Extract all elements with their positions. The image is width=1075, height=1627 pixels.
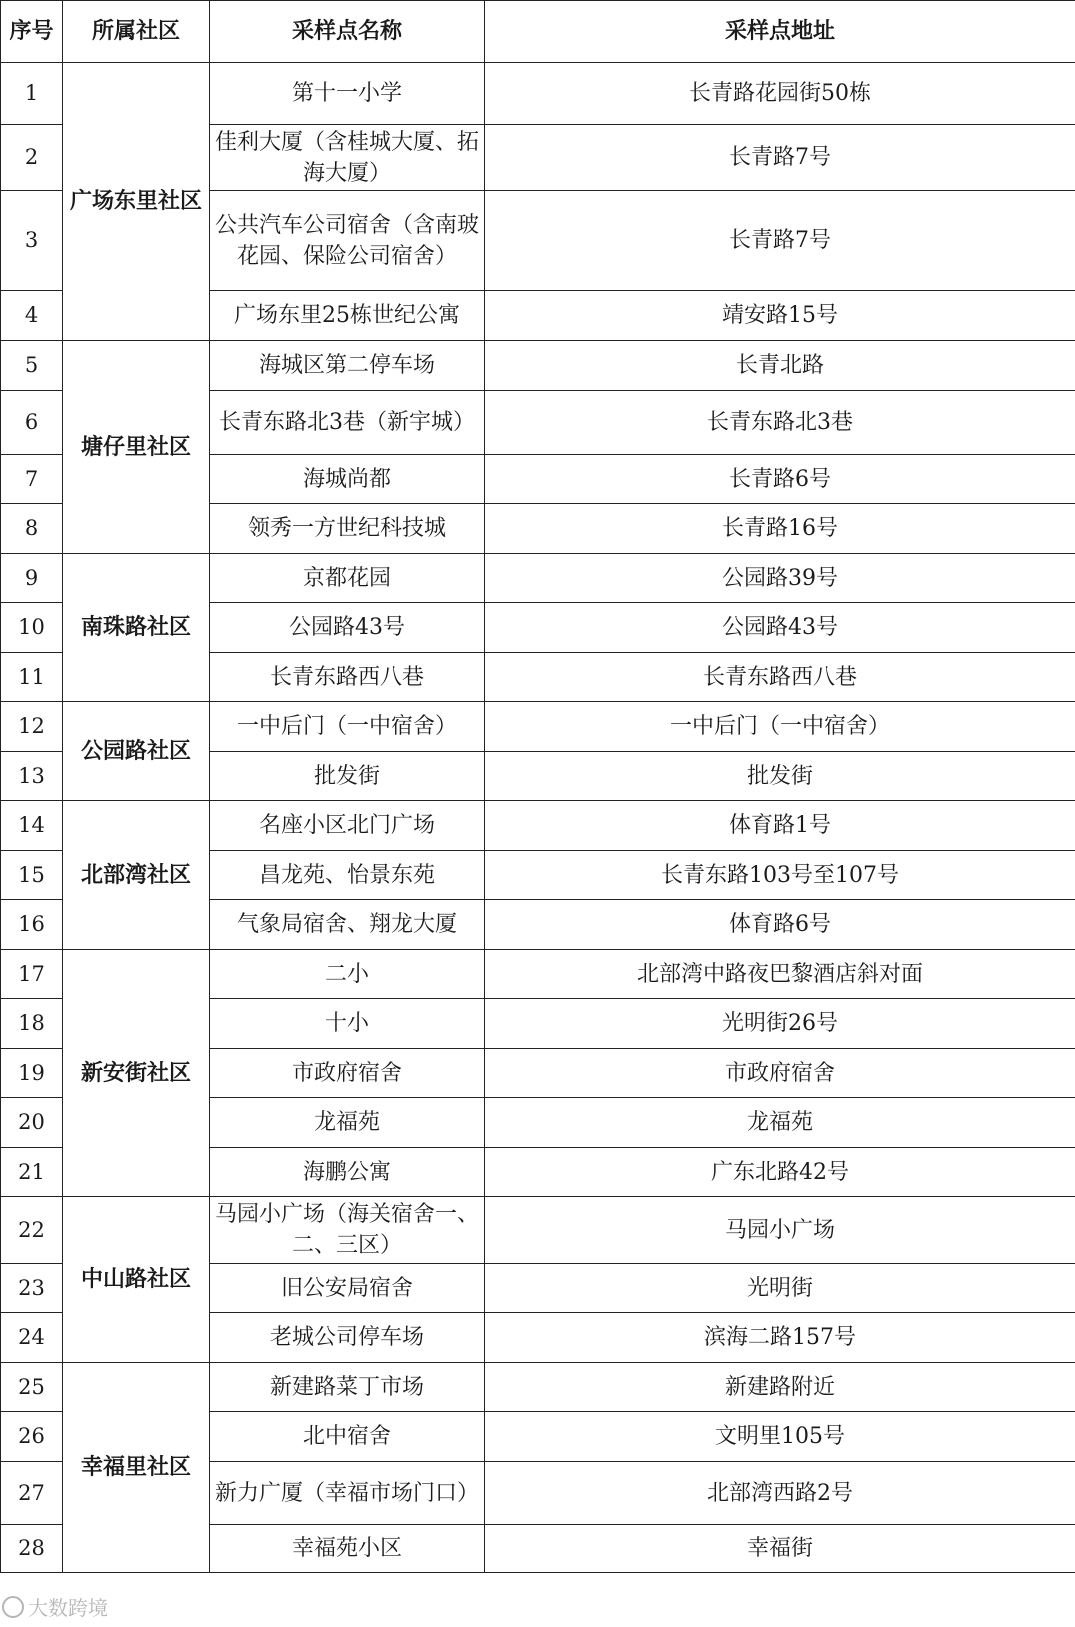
site-address: 马园小广场 [485,1197,1075,1264]
row-index: 17 [1,950,63,999]
site-address: 龙福苑 [485,1098,1075,1148]
site-name: 长青东路北3巷（新宇城） [210,391,485,455]
site-name: 批发街 [210,752,485,801]
row-index: 9 [1,554,63,603]
site-address: 长青东路北3巷 [485,391,1075,455]
site-name: 第十一小学 [210,63,485,125]
site-name: 领秀一方世纪科技城 [210,504,485,554]
site-name: 公园路43号 [210,603,485,653]
site-name: 海城尚都 [210,455,485,504]
watermark-logo-icon [2,1596,24,1618]
row-index: 15 [1,851,63,900]
row-index: 28 [1,1525,63,1573]
site-address: 长青北路 [485,341,1075,391]
table-row [1,554,1075,603]
row-index: 23 [1,1264,63,1313]
community-cell: 幸福里社区 [63,1363,210,1573]
row-index: 1 [1,63,63,125]
site-name: 海鹏公寓 [210,1148,485,1197]
site-address: 滨海二路157号 [485,1313,1075,1363]
community-cell: 中山路社区 [63,1197,210,1363]
site-address: 长青路花园街50栋 [485,63,1075,125]
row-index: 3 [1,191,63,291]
header-site-address: 采样点地址 [485,1,1075,63]
row-index: 4 [1,291,63,341]
row-index: 21 [1,1148,63,1197]
table-row [1,1197,1075,1264]
site-name: 新建路菜丁市场 [210,1363,485,1412]
row-index: 18 [1,999,63,1049]
site-address: 长青东路103号至107号 [485,851,1075,900]
row-index: 8 [1,504,63,554]
site-address: 光明街 [485,1264,1075,1313]
header-row [1,1,1075,63]
row-index: 16 [1,900,63,950]
watermark-text: 大数跨境 [28,1596,108,1620]
row-index: 13 [1,752,63,801]
table-row [1,341,1075,391]
site-address: 长青路7号 [485,125,1075,191]
site-name: 十小 [210,999,485,1049]
site-name: 名座小区北门广场 [210,801,485,851]
site-name: 二小 [210,950,485,999]
site-name: 海城区第二停车场 [210,341,485,391]
row-index: 14 [1,801,63,851]
site-name: 旧公安局宿舍 [210,1264,485,1313]
row-index: 22 [1,1197,63,1264]
site-address: 体育路6号 [485,900,1075,950]
site-address: 北部湾西路2号 [485,1462,1075,1525]
row-index: 11 [1,653,63,702]
site-name: 长青东路西八巷 [210,653,485,702]
table-row [1,63,1075,125]
site-name: 气象局宿舍、翔龙大厦 [210,900,485,950]
row-index: 26 [1,1412,63,1462]
site-address: 体育路1号 [485,801,1075,851]
row-index: 5 [1,341,63,391]
site-name: 北中宿舍 [210,1412,485,1462]
row-index: 24 [1,1313,63,1363]
community-cell: 南珠路社区 [63,554,210,702]
site-name: 广场东里25栋世纪公寓 [210,291,485,341]
site-address: 长青路7号 [485,191,1075,291]
community-cell: 塘仔里社区 [63,341,210,554]
site-address: 长青路16号 [485,504,1075,554]
row-index: 6 [1,391,63,455]
site-name: 马园小广场（海关宿舍一、二、三区） [210,1197,485,1264]
site-address: 一中后门（一中宿舍） [485,702,1075,752]
site-name: 幸福苑小区 [210,1525,485,1573]
site-address: 公园路39号 [485,554,1075,603]
header-site-name: 采样点名称 [210,1,485,63]
site-name: 龙福苑 [210,1098,485,1148]
site-name: 老城公司停车场 [210,1313,485,1363]
site-address: 市政府宿舍 [485,1049,1075,1098]
site-address: 长青路6号 [485,455,1075,504]
site-name: 昌龙苑、怡景东苑 [210,851,485,900]
site-address: 光明街26号 [485,999,1075,1049]
table-row [1,801,1075,851]
site-address: 长青东路西八巷 [485,653,1075,702]
site-address: 广东北路42号 [485,1148,1075,1197]
row-index: 7 [1,455,63,504]
site-name: 市政府宿舍 [210,1049,485,1098]
community-cell: 公园路社区 [63,702,210,801]
site-name: 一中后门（一中宿舍） [210,702,485,752]
community-cell: 广场东里社区 [63,63,210,341]
site-name: 新力广厦（幸福市场门口） [210,1462,485,1525]
site-address: 幸福街 [485,1525,1075,1573]
row-index: 27 [1,1462,63,1525]
row-index: 19 [1,1049,63,1098]
row-index: 25 [1,1363,63,1412]
header-community: 所属社区 [63,1,210,63]
row-index: 20 [1,1098,63,1148]
community-cell: 新安街社区 [63,950,210,1197]
site-name: 公共汽车公司宿舍（含南玻花园、保险公司宿舍） [210,191,485,291]
site-address: 公园路43号 [485,603,1075,653]
site-name: 佳利大厦（含桂城大厦、拓海大厦） [210,125,485,191]
site-address: 文明里105号 [485,1412,1075,1462]
site-address: 新建路附近 [485,1363,1075,1412]
site-name: 京都花园 [210,554,485,603]
site-address: 批发街 [485,752,1075,801]
row-index: 2 [1,125,63,191]
site-address: 北部湾中路夜巴黎酒店斜对面 [485,950,1075,999]
table-row [1,950,1075,999]
row-index: 12 [1,702,63,752]
table-row [1,702,1075,752]
table-row [1,1363,1075,1412]
community-cell: 北部湾社区 [63,801,210,950]
site-address: 靖安路15号 [485,291,1075,341]
watermark [2,1592,108,1621]
header-index: 序号 [1,1,63,63]
row-index: 10 [1,603,63,653]
